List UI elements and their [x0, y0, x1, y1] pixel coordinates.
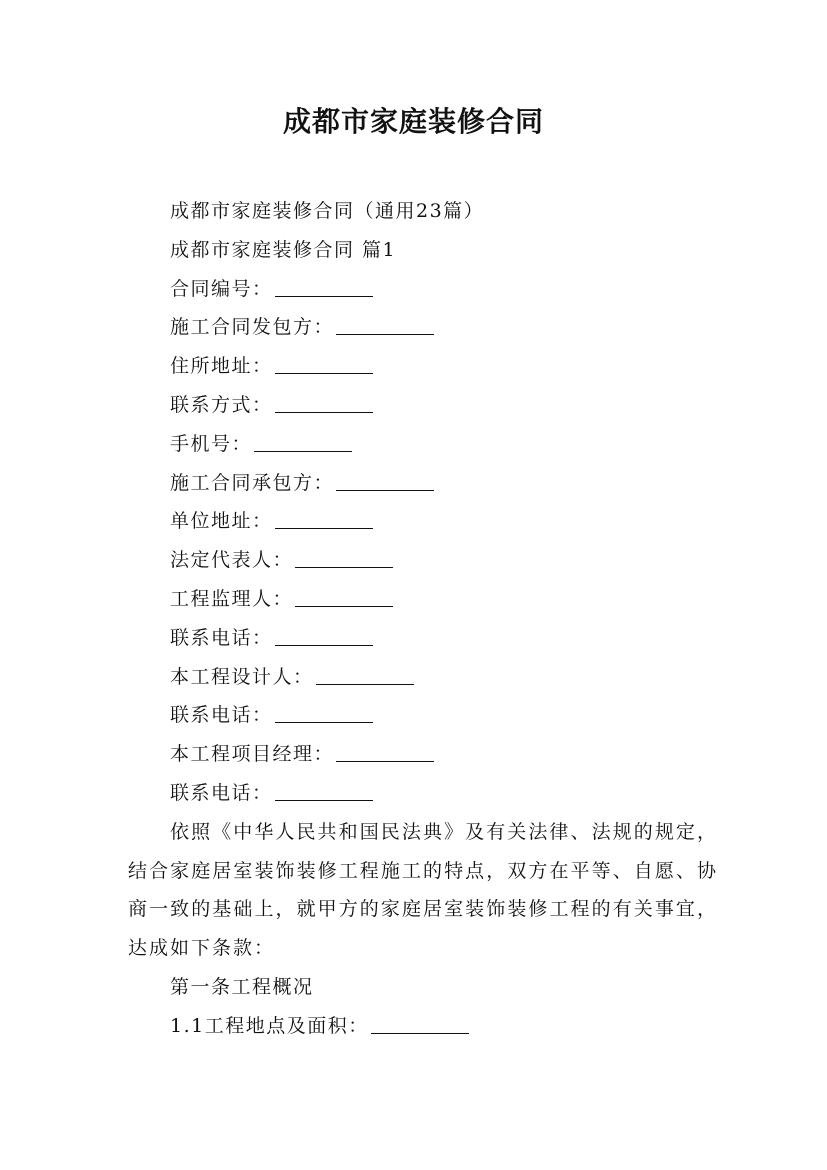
field-label: 合同编号：: [170, 277, 273, 300]
document-title: 成都市家庭装修合同: [282, 105, 544, 138]
document-body: [128, 192, 718, 1046]
field-employer: [128, 308, 718, 347]
field-label: 联系电话：: [170, 781, 273, 804]
field-supervisor-phone: [128, 619, 718, 658]
fill-in-blank: [254, 429, 352, 452]
field-label: 1.1工程地点及面积：: [170, 1014, 369, 1037]
fill-in-blank: [336, 739, 434, 762]
field-label: 联系电话：: [170, 704, 273, 727]
field-label: 施工合同发包方：: [170, 316, 335, 339]
field-contractor: [128, 464, 718, 503]
field-designer-phone: [128, 696, 718, 735]
field-contractor-address: [128, 502, 718, 541]
field-manager-phone: [128, 774, 718, 813]
field-label: 联系电话：: [170, 626, 273, 649]
article-heading: 第一条工程概况: [170, 975, 314, 998]
field-label: 住所地址：: [170, 355, 273, 378]
fill-in-blank: [295, 545, 393, 568]
fill-in-blank: [275, 390, 373, 413]
field-label: 联系方式：: [170, 393, 273, 416]
fill-in-blank: [275, 778, 373, 801]
fill-in-blank: [275, 506, 373, 529]
section-heading: 成都市家庭装修合同 篇1: [170, 238, 397, 261]
field-contract-number: [128, 270, 718, 309]
fill-in-blank: [275, 351, 373, 374]
preamble-paragraph: 依照《中华人民共和国民法典》及有关法律、法规的规定，结合家庭居室装饰装修工程施工的特点，双方在平等、自愿、协商一致的基础上，就甲方的家庭居室装饰装修工程的有关事宜，达成如下条款：: [128, 820, 718, 960]
field-label: 施工合同承包方：: [170, 471, 335, 494]
field-designer: [128, 658, 718, 697]
field-label: 本工程项目经理：: [170, 743, 335, 766]
field-project-location: [128, 1007, 718, 1046]
fill-in-blank: [275, 700, 373, 723]
fill-in-blank: [336, 468, 434, 491]
fill-in-blank: [371, 1011, 469, 1034]
field-project-manager: [128, 735, 718, 774]
field-label: 手机号：: [170, 432, 253, 455]
field-mobile: [128, 425, 718, 464]
fill-in-blank: [295, 584, 393, 607]
field-label: 本工程设计人：: [170, 665, 314, 688]
fill-in-blank: [316, 662, 414, 685]
field-label: 工程监理人：: [170, 587, 294, 610]
field-employer-contact: [128, 386, 718, 425]
field-supervisor: [128, 580, 718, 619]
document-subtitle: 成都市家庭装修合同（通用23篇）: [170, 200, 485, 222]
field-label: 法定代表人：: [170, 549, 294, 572]
fill-in-blank: [275, 274, 373, 297]
fill-in-blank: [336, 312, 434, 335]
field-employer-address: [128, 347, 718, 386]
field-label: 单位地址：: [170, 510, 273, 533]
fill-in-blank: [275, 623, 373, 646]
field-legal-representative: [128, 541, 718, 580]
